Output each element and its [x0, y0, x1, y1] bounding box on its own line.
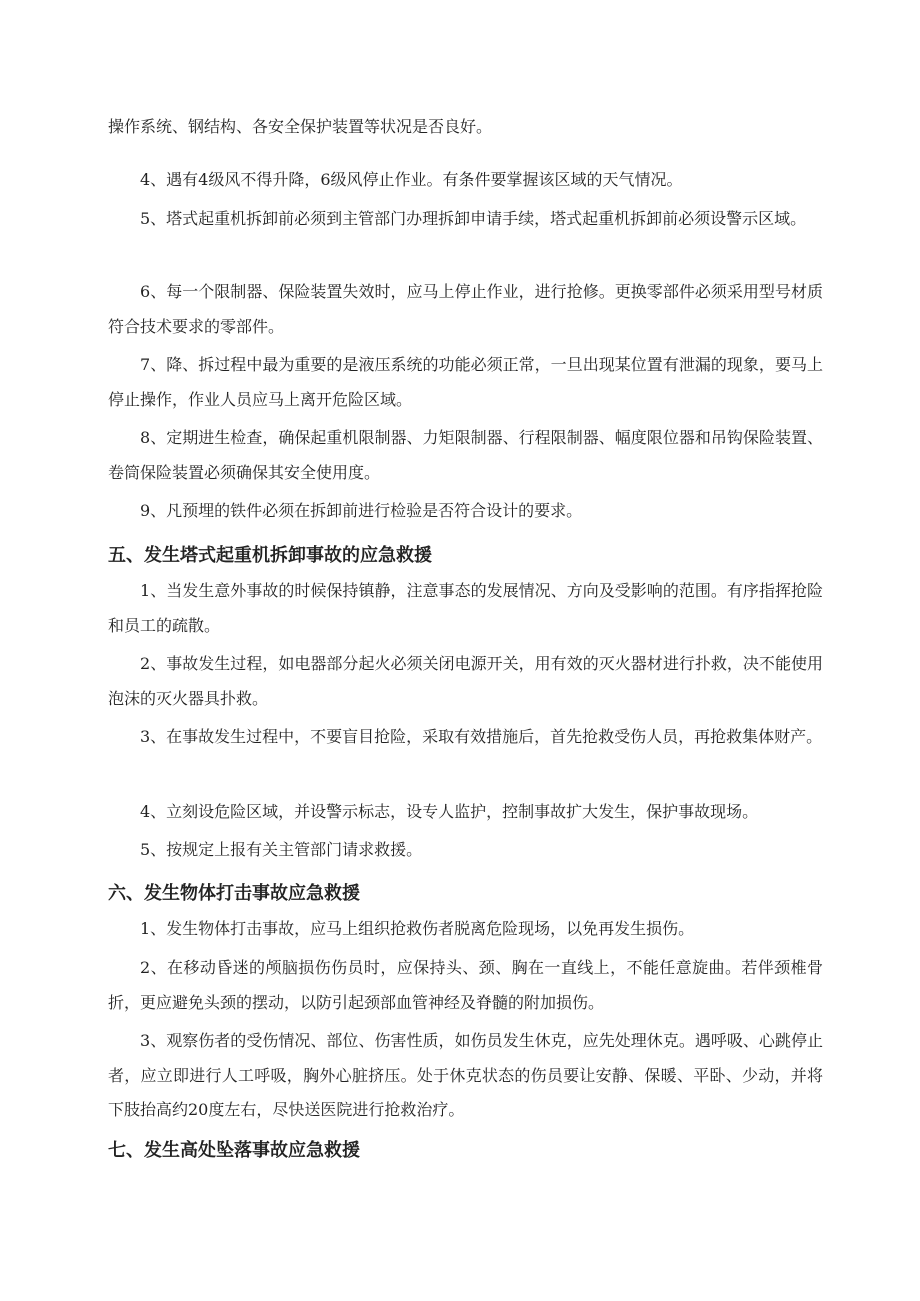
section-5-item-5: 5、按规定上报有关主管部门请求救援。 [140, 840, 423, 859]
safety-item-6: 6、每一个限制器、保险装置失效时，应马上停止作业，进行抢修。更换零部件必须采用型号材质符合技术要求的零部件。 [108, 282, 823, 336]
safety-item-4: 4、遇有4级风不得升降，6级风停止作业。有条件要掌握该区域的天气情况。 [140, 170, 683, 189]
section-5-item-3: 3、在事故发生过程中，不要盲目抢险，采取有效措施后，首先抢救受伤人员，再抢救集体财产。 [140, 727, 823, 746]
safety-item-9: 9、凡预埋的铁件必须在拆卸前进行检验是否符合设计的要求。 [140, 501, 583, 520]
section-6-item-2: 2、在移动昏迷的颅脑损伤伤员时，应保持头、颈、胸在一直线上，不能任意旋曲。若伴颈椎骨折，更应避免头颈的摆动，以防引起颈部血管神经及脊髓的附加损伤。 [108, 958, 823, 1012]
section-6-heading: 六、发生物体打击事故应急救援 [108, 883, 360, 904]
section-5-heading: 五、发生塔式起重机拆卸事故的应急救援 [108, 545, 432, 566]
safety-item-5: 5、塔式起重机拆卸前必须到主管部门办理拆卸申请手续，塔式起重机拆卸前必须设警示区域。 [140, 209, 807, 228]
section-6-item-3: 3、观察伤者的受伤情况、部位、伤害性质，如伤员发生休克，应先处理休克。遇呼吸、心跳停止者，应立即进行人工呼吸，胸外心脏挤压。处于休克状态的伤员要让安静、保暖、平卧、少动，并将下肢抬高约20度左右，尽快送医院进行抢救治疗。 [108, 1031, 823, 1119]
section-5-item-2: 2、事故发生过程，如电器部分起火必须关闭电源开关，用有效的灭火器材进行扑救，决不能使用泡沫的灭火器具扑救。 [108, 654, 823, 708]
safety-item-7: 7、降、拆过程中最为重要的是液压系统的功能必须正常，一旦出现某位置有泄漏的现象，要马上停止操作，作业人员应马上离开危险区域。 [108, 355, 823, 409]
safety-item-8: 8、定期进生检查，确保起重机限制器、力矩限制器、行程限制器、幅度限位器和吊钩保险装置、卷筒保险装置必须确保其安全使用度。 [108, 428, 823, 482]
section-5-item-1: 1、当发生意外事故的时候保持镇静，注意事态的发展情况、方向及受影响的范围。有序指挥抢险和员工的疏散。 [108, 581, 823, 635]
continued-paragraph: 操作系统、钢结构、各安全保护装置等状况是否良好。 [108, 117, 493, 136]
section-5-item-4: 4、立刻设危险区域，并设警示标志，设专人监护，控制事故扩大发生，保护事故现场。 [140, 802, 759, 821]
section-7-heading: 七、发生高处坠落事故应急救援 [108, 1140, 360, 1161]
section-6-item-1: 1、发生物体打击事故，应马上组织抢救伤者脱离危险现场，以免再发生损伤。 [140, 919, 695, 938]
